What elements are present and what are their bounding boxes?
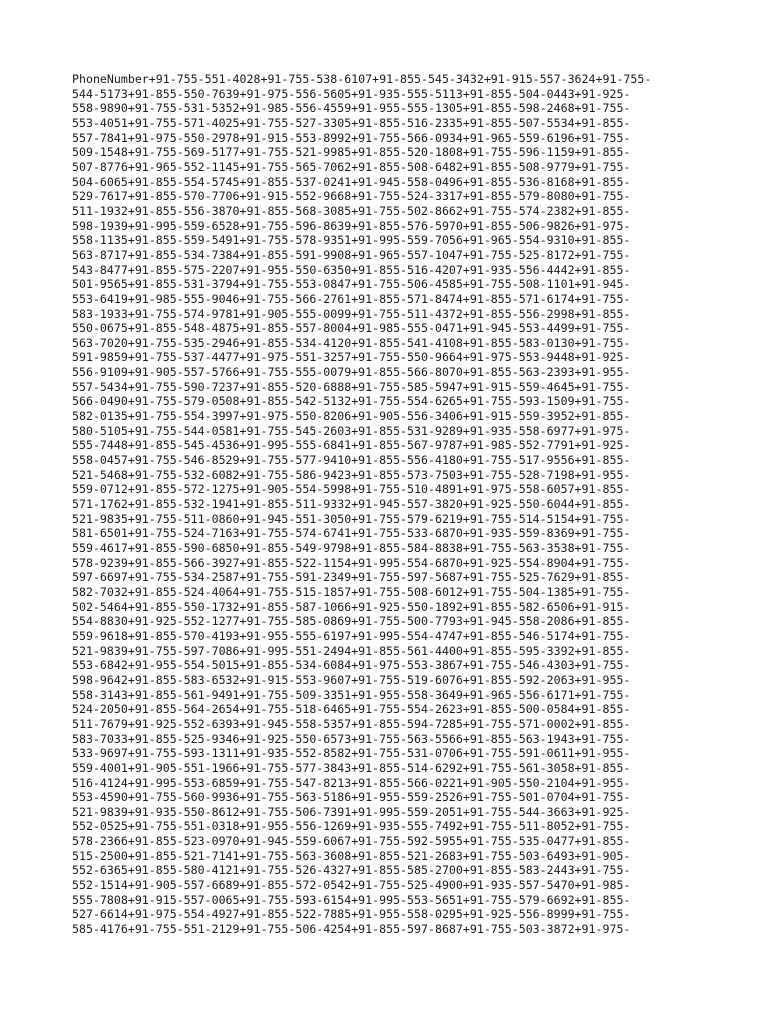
- text-line: 566-0490+91-755-579-0508+91-855-542-5132+91-755-554-6265+91-755-593-1509+91-755-: [72, 394, 631, 409]
- text-line: 501-9565+91-855-531-3794+91-755-553-0847+91-755-506-4585+91-755-508-1101+91-945-: [72, 277, 631, 292]
- text-line: 582-7032+91-855-524-4064+91-755-515-1857+91-755-508-6012+91-755-504-1385+91-755-: [72, 584, 631, 599]
- text-line: 557-7841+91-975-550-2978+91-915-553-8992+91-755-566-0934+91-965-559-6196+91-755-: [72, 130, 631, 145]
- text-line: 521-5468+91-755-532-6082+91-755-586-9423+91-855-573-7503+91-755-528-7198+91-955-: [72, 467, 631, 482]
- text-line: 504-6065+91-855-554-5745+91-855-537-0241+91-945-558-0496+91-855-536-8168+91-855-: [72, 174, 631, 189]
- text-line: 544-5173+91-855-550-7639+91-975-556-5605+91-935-555-5113+91-855-504-0443+91-925-: [72, 86, 631, 101]
- text-line: 552-0525+91-755-551-0318+91-955-556-1269+91-935-555-7492+91-755-511-8052+91-755-: [72, 819, 631, 834]
- text-line: 509-1548+91-755-569-5177+91-755-521-9985+91-855-520-1808+91-755-596-1159+91-855-: [72, 145, 631, 160]
- text-line: 583-7033+91-855-525-9346+91-925-550-6573+91-755-563-5566+91-855-563-1943+91-755-: [72, 731, 631, 746]
- text-line: 559-9618+91-855-570-4193+91-955-555-6197+91-995-554-4747+91-855-546-5174+91-755-: [72, 628, 631, 643]
- text-line: 524-2050+91-855-564-2654+91-755-518-6465+91-755-554-2623+91-855-500-0584+91-855-: [72, 702, 631, 717]
- text-line: 556-9109+91-905-557-5766+91-755-555-0079+91-855-566-8070+91-855-563-2393+91-955-: [72, 365, 631, 380]
- text-line: 558-3143+91-855-561-9491+91-755-509-3351+91-955-558-3649+91-965-556-6171+91-755-: [72, 687, 631, 702]
- text-line: 581-6501+91-755-524-7163+91-755-574-6741+91-755-533-6870+91-935-559-8369+91-755-: [72, 526, 631, 541]
- text-line: 559-0712+91-855-572-1275+91-905-554-5998+91-755-510-4891+91-975-558-6057+91-855-: [72, 482, 631, 497]
- text-line: 552-6365+91-855-580-4121+91-755-526-4327+91-855-585-2700+91-855-583-2443+91-755-: [72, 863, 631, 878]
- text-line: 580-5105+91-755-544-0581+91-755-545-2603+91-855-531-9289+91-935-558-6977+91-975-: [72, 423, 631, 438]
- text-line: 591-9859+91-755-537-4477+91-975-551-3257+91-755-550-9664+91-975-553-9448+91-925-: [72, 350, 631, 365]
- text-line: 502-5464+91-855-550-1732+91-855-587-1066+91-925-550-1892+91-855-582-6506+91-915-: [72, 599, 631, 614]
- text-line: 555-7808+91-915-557-0065+91-755-593-6154+91-995-553-5651+91-755-579-6692+91-855-: [72, 892, 631, 907]
- text-line: 521-9839+91-755-597-7086+91-995-551-2494+91-855-561-4400+91-855-595-3392+91-855-: [72, 643, 631, 658]
- text-line: 598-1939+91-995-559-6528+91-755-596-8639+91-855-576-5970+91-855-506-9826+91-975-: [72, 218, 631, 233]
- text-line: 557-5434+91-755-590-7237+91-855-520-6888+91-755-585-5947+91-915-559-4645+91-755-: [72, 379, 631, 394]
- text-line: 553-6419+91-985-555-9046+91-755-566-2761+91-855-571-8474+91-855-571-6174+91-755-: [72, 291, 631, 306]
- text-line: 583-1933+91-755-574-9781+91-905-555-0099+91-755-511-4372+91-855-556-2998+91-855-: [72, 306, 631, 321]
- text-line: 597-6697+91-755-534-2587+91-755-591-2349+91-755-597-5687+91-755-525-7629+91-855-: [72, 570, 631, 585]
- text-line: 533-9697+91-755-593-1311+91-935-552-8582+91-755-531-0706+91-755-591-0611+91-955-: [72, 746, 631, 761]
- text-line: 507-8776+91-965-552-1145+91-755-565-7062+91-855-508-6482+91-855-508-9779+91-755-: [72, 159, 631, 174]
- text-line: 559-4001+91-905-551-1966+91-755-577-3843+91-855-514-6292+91-755-561-3058+91-855-: [72, 760, 631, 775]
- text-line: 598-9642+91-855-583-6532+91-915-553-9607+91-755-519-6076+91-855-592-2063+91-955-: [72, 672, 631, 687]
- text-line: 550-0675+91-855-548-4875+91-855-557-8004+91-985-555-0471+91-945-553-4499+91-755-: [72, 321, 631, 336]
- text-line: 554-8830+91-925-552-1277+91-755-585-0869+91-755-500-7793+91-945-558-2086+91-855-: [72, 614, 631, 629]
- text-line: 563-8717+91-855-534-7384+91-855-591-9908+91-965-557-1047+91-755-525-8172+91-755-: [72, 247, 631, 262]
- text-line: 527-6614+91-975-554-4927+91-855-522-7885+91-955-558-0295+91-925-556-8999+91-755-: [72, 907, 631, 922]
- text-line: 555-7448+91-855-545-4536+91-995-555-6841+91-855-567-9787+91-985-552-7791+91-925-: [72, 438, 631, 453]
- phone-number-text-block: [72, 72, 702, 937]
- text-line: 558-0457+91-755-546-8529+91-755-577-9410+91-855-556-4180+91-755-517-9556+91-855-: [72, 453, 631, 468]
- text-line: 511-1932+91-855-556-3870+91-855-568-3085+91-755-502-8662+91-755-574-2382+91-855-: [72, 203, 631, 218]
- text-line: 582-0135+91-755-554-3997+91-975-550-8206+91-905-556-3406+91-915-559-3952+91-855-: [72, 409, 631, 424]
- text-line: 516-4124+91-995-553-6859+91-755-547-8213+91-855-566-0221+91-905-550-2104+91-955-: [72, 775, 631, 790]
- text-line: 529-7617+91-855-570-7706+91-915-552-9668+91-755-524-3317+91-855-579-8080+91-755-: [72, 189, 631, 204]
- text-line: 511-7679+91-925-552-6393+91-945-558-5357+91-855-594-7285+91-755-571-0002+91-855-: [72, 716, 631, 731]
- text-line: 521-9839+91-935-550-8612+91-755-506-7391+91-995-559-2051+91-755-544-3663+91-925-: [72, 804, 631, 819]
- text-line: 553-4051+91-755-571-4025+91-755-527-3305+91-855-516-2335+91-855-507-5534+91-855-: [72, 115, 631, 130]
- text-line: 585-4176+91-755-551-2129+91-755-506-4254+91-855-597-8687+91-755-503-3872+91-975-: [72, 922, 631, 937]
- text-line: 558-9890+91-755-531-5352+91-985-556-4559+91-955-555-1305+91-855-598-2468+91-755-: [72, 101, 631, 116]
- text-line: 553-4590+91-755-560-9936+91-755-563-5186+91-955-559-2526+91-755-501-0704+91-755-: [72, 790, 631, 805]
- text-line: 515-2500+91-855-521-7141+91-755-563-3608+91-855-521-2683+91-755-503-6493+91-905-: [72, 848, 631, 863]
- text-line: 543-8477+91-855-575-2207+91-955-550-6350+91-855-516-4207+91-935-556-4442+91-855-: [72, 262, 631, 277]
- text-line: 559-4617+91-855-590-6850+91-855-549-9798+91-855-584-8838+91-755-563-3538+91-755-: [72, 541, 631, 555]
- text-line: 578-9239+91-855-566-3927+91-855-522-1154+91-995-554-6870+91-925-554-8904+91-755-: [72, 555, 631, 570]
- text-line: 521-9835+91-755-511-0860+91-945-551-3050+91-755-579-6219+91-755-514-5154+91-755-: [72, 511, 631, 526]
- header-line: PhoneNumber+91-755-551-4028+91-755-538-6107+91-855-545-3432+91-915-557-3624+91-755-: [72, 72, 652, 86]
- text-line: 578-2366+91-855-523-0970+91-945-559-6067+91-755-592-5955+91-755-535-0477+91-855-: [72, 834, 631, 849]
- text-line: 553-6842+91-955-554-5015+91-855-534-6084+91-975-553-3867+91-755-546-4303+91-755-: [72, 658, 631, 673]
- text-line: 563-7020+91-755-535-2946+91-855-534-4120+91-855-541-4108+91-855-583-0130+91-755-: [72, 335, 631, 350]
- text-line: 558-1135+91-855-559-5491+91-755-578-9351+91-995-559-7056+91-965-554-9310+91-855-: [72, 233, 631, 248]
- text-line: 552-1514+91-905-557-6689+91-855-572-0542+91-755-525-4900+91-935-557-5470+91-985-: [72, 878, 631, 893]
- text-line: 571-1762+91-855-532-1941+91-855-511-9332+91-945-557-3820+91-925-550-6044+91-855-: [72, 497, 631, 512]
